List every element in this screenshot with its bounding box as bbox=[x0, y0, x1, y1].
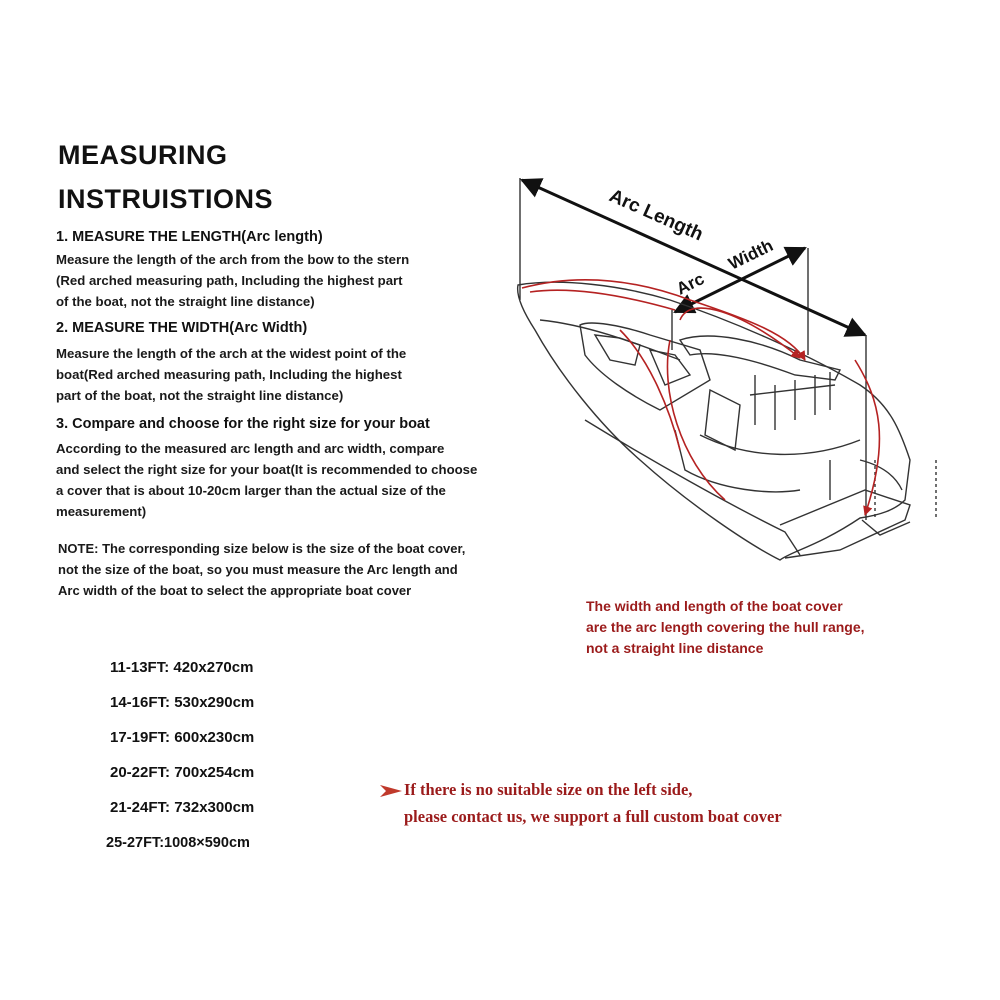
section-1-line: of the boat, not the straight line distance) bbox=[56, 294, 315, 309]
section-2-line: boat(Red arched measuring path, Including the highest bbox=[56, 367, 402, 382]
size-item: 11-13FT: 420x270cm bbox=[110, 659, 254, 676]
arc-length-arrow bbox=[522, 180, 865, 335]
red-arrow-icon bbox=[380, 783, 404, 799]
page-title-line1: MEASURING bbox=[58, 140, 228, 170]
size-item: 20-22FT: 700x254cm bbox=[110, 764, 255, 781]
section-1-heading: 1. MEASURE THE LENGTH(Arc length) bbox=[56, 229, 323, 245]
section-1-line: (Red arched measuring path, Including the highest part bbox=[56, 273, 403, 288]
section-3-line: According to the measured arc length and arc width, compare bbox=[56, 441, 445, 456]
section-1-body bbox=[56, 249, 409, 312]
size-list bbox=[106, 656, 255, 866]
red-measuring-paths bbox=[522, 280, 879, 515]
arc-length-explanation-line: not a straight line distance bbox=[586, 640, 764, 656]
arc-length-explanation-line: The width and length of the boat cover bbox=[586, 598, 843, 614]
section-3-line: a cover that is about 10-20cm larger than the actual size of the bbox=[56, 483, 446, 498]
size-item: 17-19FT: 600x230cm bbox=[110, 729, 255, 746]
size-note bbox=[58, 538, 465, 601]
boat-measuring-diagram bbox=[500, 160, 980, 590]
section-2-line: Measure the length of the arch at the widest point of the bbox=[56, 346, 407, 361]
arc-length-explanation bbox=[586, 596, 865, 659]
section-3-heading: 3. Compare and choose for the right size for your boat bbox=[56, 416, 430, 432]
note-label: NOTE: bbox=[58, 541, 99, 556]
arc-label: Arc bbox=[673, 269, 708, 299]
size-item: 25-27FT:1008×590cm bbox=[106, 835, 250, 851]
arc-length-explanation-line: are the arc length covering the hull range, bbox=[586, 619, 865, 635]
custom-size-line: please contact us, we support a full custom boat cover bbox=[404, 807, 782, 826]
size-item: 21-24FT: 732x300cm bbox=[110, 799, 255, 816]
size-item: 14-16FT: 530x290cm bbox=[110, 694, 255, 711]
section-1-line: Measure the length of the arch from the bow to the stern bbox=[56, 252, 410, 267]
note-line: Arc width of the boat to select the appropriate boat cover bbox=[58, 583, 412, 598]
section-2-body bbox=[56, 343, 406, 406]
section-2-line: part of the boat, not the straight line distance) bbox=[56, 388, 344, 403]
note-line: The corresponding size below is the size of the boat cover, bbox=[98, 541, 466, 556]
section-3-line: and select the right size for your boat(It is recommended to choose bbox=[56, 462, 478, 477]
section-2-heading: 2. MEASURE THE WIDTH(Arc Width) bbox=[56, 320, 308, 336]
section-3-line: measurement) bbox=[56, 504, 147, 519]
boat-outline bbox=[518, 282, 936, 560]
arc-length-label: Arc Length bbox=[605, 185, 707, 246]
custom-size-line: If there is no suitable size on the left side, bbox=[404, 780, 693, 799]
section-3-body bbox=[56, 438, 477, 522]
page-title-line2: INSTRUISTIONS bbox=[58, 184, 274, 214]
note-line: not the size of the boat, so you must measure the Arc length and bbox=[58, 562, 458, 577]
custom-size-note bbox=[380, 776, 782, 830]
width-label: Width bbox=[725, 235, 777, 274]
